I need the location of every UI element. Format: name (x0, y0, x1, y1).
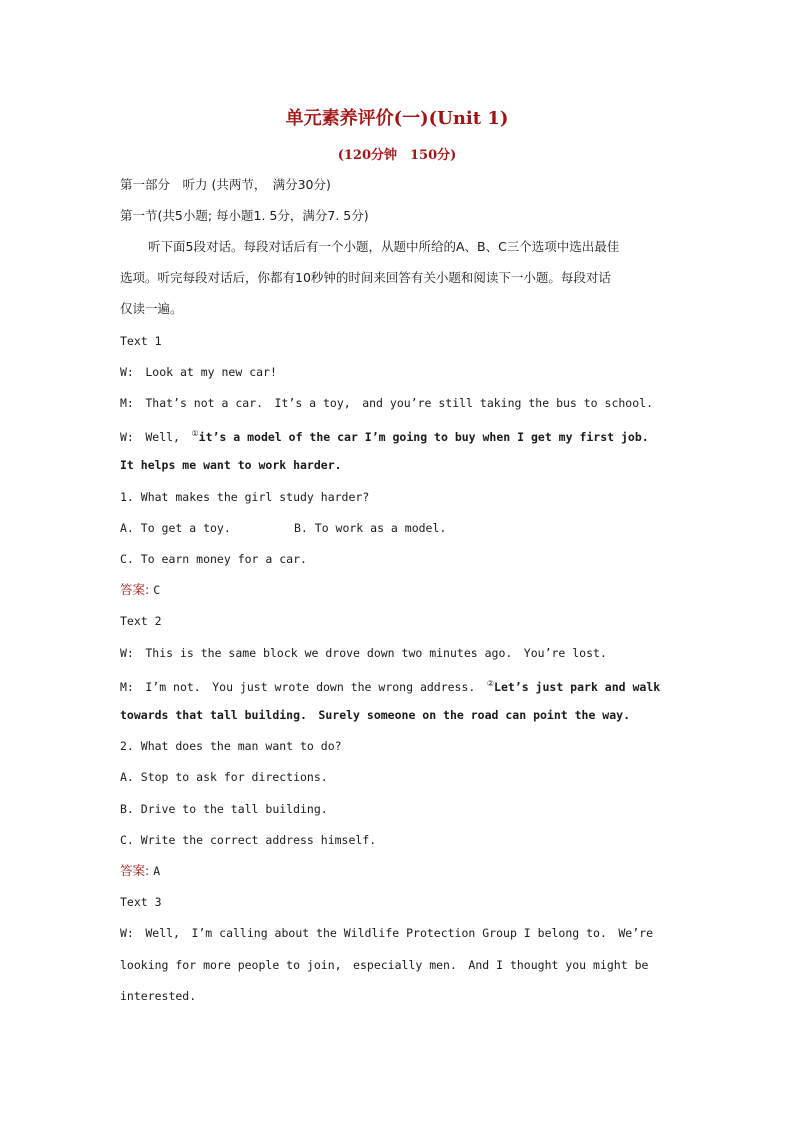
text-2-m-line (120, 675, 676, 696)
option-b: B. To work as a model. (294, 521, 447, 535)
speaker-prefix: W: Well, (120, 429, 192, 444)
option-a: A. Stop to ask for directions. (120, 770, 328, 784)
answer-label: 答案: (120, 582, 150, 597)
section-part-heading: 第一部分 听力 (共两节， 满分30分) (120, 177, 331, 192)
text-1-m-line: M: That’s not a car. It’s a toy, and you’re still taking the bus to school. (120, 396, 653, 410)
text-2-label: Text 2 (120, 614, 162, 628)
answer-1 (120, 581, 676, 599)
text-3-w-line-3: interested. (120, 989, 197, 1003)
instructions-line-1: 听下面5段对话。每段对话后有一个小题，从题中所给的A、B、C三个选项中选出最佳 (148, 239, 620, 254)
key-sentence-continuation: It helps me want to work harder. (120, 458, 342, 472)
text-1-label: Text 1 (120, 334, 162, 348)
text-1-w-line: W: Look at my new car! (120, 365, 277, 379)
answer-value: A (153, 864, 161, 878)
key-sentence-continuation: towards that tall building. Surely someone on the road can point the way. (120, 708, 630, 722)
page-title: 单元素养评价(一)(Unit 1) (285, 108, 509, 129)
question-2: 2. What does the man want to do? (120, 739, 342, 753)
key-sentence: it’s a model of the car I’m going to buy when I get my first job. (198, 429, 649, 444)
option-a: A. To get a toy. (120, 521, 231, 535)
option-c: C. Write the correct address himself. (120, 833, 377, 847)
speaker-line: M: I’m not. You just wrote down the wrong address. (120, 679, 487, 694)
subsection-heading: 第一节(共5小题; 每小题1. 5分，满分7. 5分) (120, 208, 369, 223)
option-b: B. Drive to the tall building. (120, 802, 328, 816)
instructions-line-3: 仅读一遍。 (120, 301, 183, 316)
instructions-line-2: 选项。听完每段对话后，你都有10秒钟的时间来回答有关小题和阅读下一小题。每段对话 (120, 270, 611, 285)
text-3-w-line-1: W: Well, I’m calling about the Wildlife Protection Group I belong to. We’re (120, 926, 653, 940)
key-sentence: Let’s just park and walk (494, 679, 661, 694)
question-1: 1. What makes the girl study harder? (120, 490, 370, 504)
page-subtitle: (120分钟 150分) (337, 148, 457, 163)
question-1-options-ab (120, 519, 676, 537)
answer-label: 答案: (120, 863, 150, 878)
text-3-w-line-2: looking for more people to join, especially men. And I thought you might be (120, 958, 649, 972)
answer-2 (120, 862, 676, 880)
key-sentence-marker: ① (191, 429, 199, 438)
text-2-w-line: W: This is the same block we drove down two minutes ago. You’re lost. (120, 646, 607, 660)
answer-value: C (153, 583, 161, 597)
key-sentence-marker: ② (486, 679, 495, 688)
text-1-w2-line (120, 425, 676, 446)
option-c: C. To earn money for a car. (120, 552, 307, 566)
text-3-label: Text 3 (120, 895, 162, 909)
